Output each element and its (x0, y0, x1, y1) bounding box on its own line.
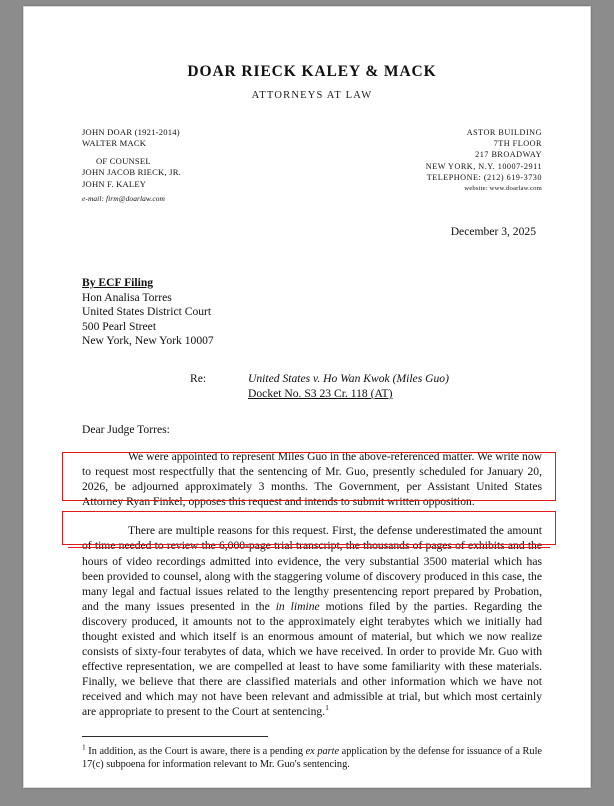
body-paragraph-1: We were appointed to represent Miles Guo in the above-referenced matter. We write now to request most respectfully that the sentencing of Mr. Guo, presently scheduled for January 20, 2026, be adjourned approximately 3 months. The Government, per Assistant United States Attorney Ryan Finkel, opposes this request and intends to submit written opposition. (82, 449, 542, 509)
address-line-1: ASTOR BUILDING (466, 128, 542, 137)
filing-method: By ECF Filing (82, 276, 154, 289)
attorney-line-2: WALTER MACK (82, 138, 147, 149)
paragraph-2-part-a: There are multiple reasons for this request. First, the defense underestimated the amount of time needed to review the 6,000-page trial transcript, the thousands of pages of exhibits and the hours of video recordings admitted into evidence, the very substantial 3500 material which has been provided to counsel, along with the staggering volume of discovery produced in this case, the many legal and factual issues related to the lengthy presentencing report prepared by Probation, and the many issues presented in the (82, 524, 542, 613)
salutation: Dear Judge Torres: (82, 422, 170, 436)
of-counsel-label: OF COUNSEL (96, 155, 151, 166)
recipient-name: Hon Analisa Torres (82, 290, 172, 304)
letter-page (23, 6, 591, 788)
paragraph-2-part-b: motions filed by the parties. Regarding the discovery produced, it amounts not to the approximately eight terabytes which we initially had thought existed and which itself is an enormous amount of material, but which we now realize consists of sixty-four terabytes of data, which we have received. In order to provide Mr. Guo with effective representation, we are compelled at least to have some familiarity with these materials. Finally, we believe that there are classified materials and other information which we have not received and which may not have been relevant and admissible at trial, but which most certainly are appropriate to present to the Court at sentencing. (82, 599, 542, 719)
recipient-court: United States District Court (82, 305, 212, 319)
address-line-4: NEW YORK, N.Y. 10007-2911 (425, 161, 542, 171)
telephone-line: TELEPHONE: (212) 619-3730 (426, 172, 542, 182)
footnote-marker: 1 (82, 742, 86, 752)
footnote-text (82, 742, 543, 772)
recipient-block (82, 276, 542, 349)
letter-date: December 3, 2025 (450, 225, 536, 238)
footnote-italic-term: ex parte (305, 745, 340, 757)
footnote-part-a: In addition, as the Court is aware, there is a pending (85, 745, 306, 757)
firm-email: e-mail: firm@doarlaw.com (82, 194, 165, 204)
paragraph-2-italic-term: in limine (275, 599, 320, 613)
footnote-part-b: application by the defense for issuance of a Rule 17(c) subpoena for information relevant to Mr. Guo's sentencing. (82, 745, 543, 771)
address-line-2: 7TH FLOOR (493, 139, 542, 149)
address-line-3: 217 BROADWAY (475, 150, 542, 160)
attorney-line-1: JOHN DOAR (1921-2014) (82, 127, 180, 137)
re-label: Re: (190, 371, 207, 385)
docket-number: Docket No. S3 23 Cr. 118 (AT) (248, 386, 393, 400)
letterhead-attorneys (82, 127, 181, 204)
attorney-line-4: JOHN F. KALEY (82, 178, 147, 189)
recipient-street: 500 Pearl Street (82, 319, 157, 333)
attorney-line-3: JOHN JACOB RIECK, JR. (82, 167, 181, 178)
re-block (190, 371, 542, 401)
letterhead-columns (82, 127, 542, 203)
footnote-reference: 1 (325, 703, 329, 713)
firm-name: DOAR RIECK KALEY & MACK (187, 63, 437, 80)
letter-content (82, 7, 542, 787)
firm-subtitle: ATTORNEYS AT LAW (251, 90, 373, 101)
re-body (248, 371, 542, 401)
website-line: website: www.doarlaw.com (464, 185, 542, 193)
recipient-city: New York, New York 10007 (82, 334, 214, 348)
body-paragraph-2 (82, 523, 542, 719)
case-caption: United States v. Ho Wan Kwok (Miles Guo) (248, 371, 449, 385)
footnote-separator (82, 736, 268, 737)
letterhead-address (426, 127, 542, 194)
